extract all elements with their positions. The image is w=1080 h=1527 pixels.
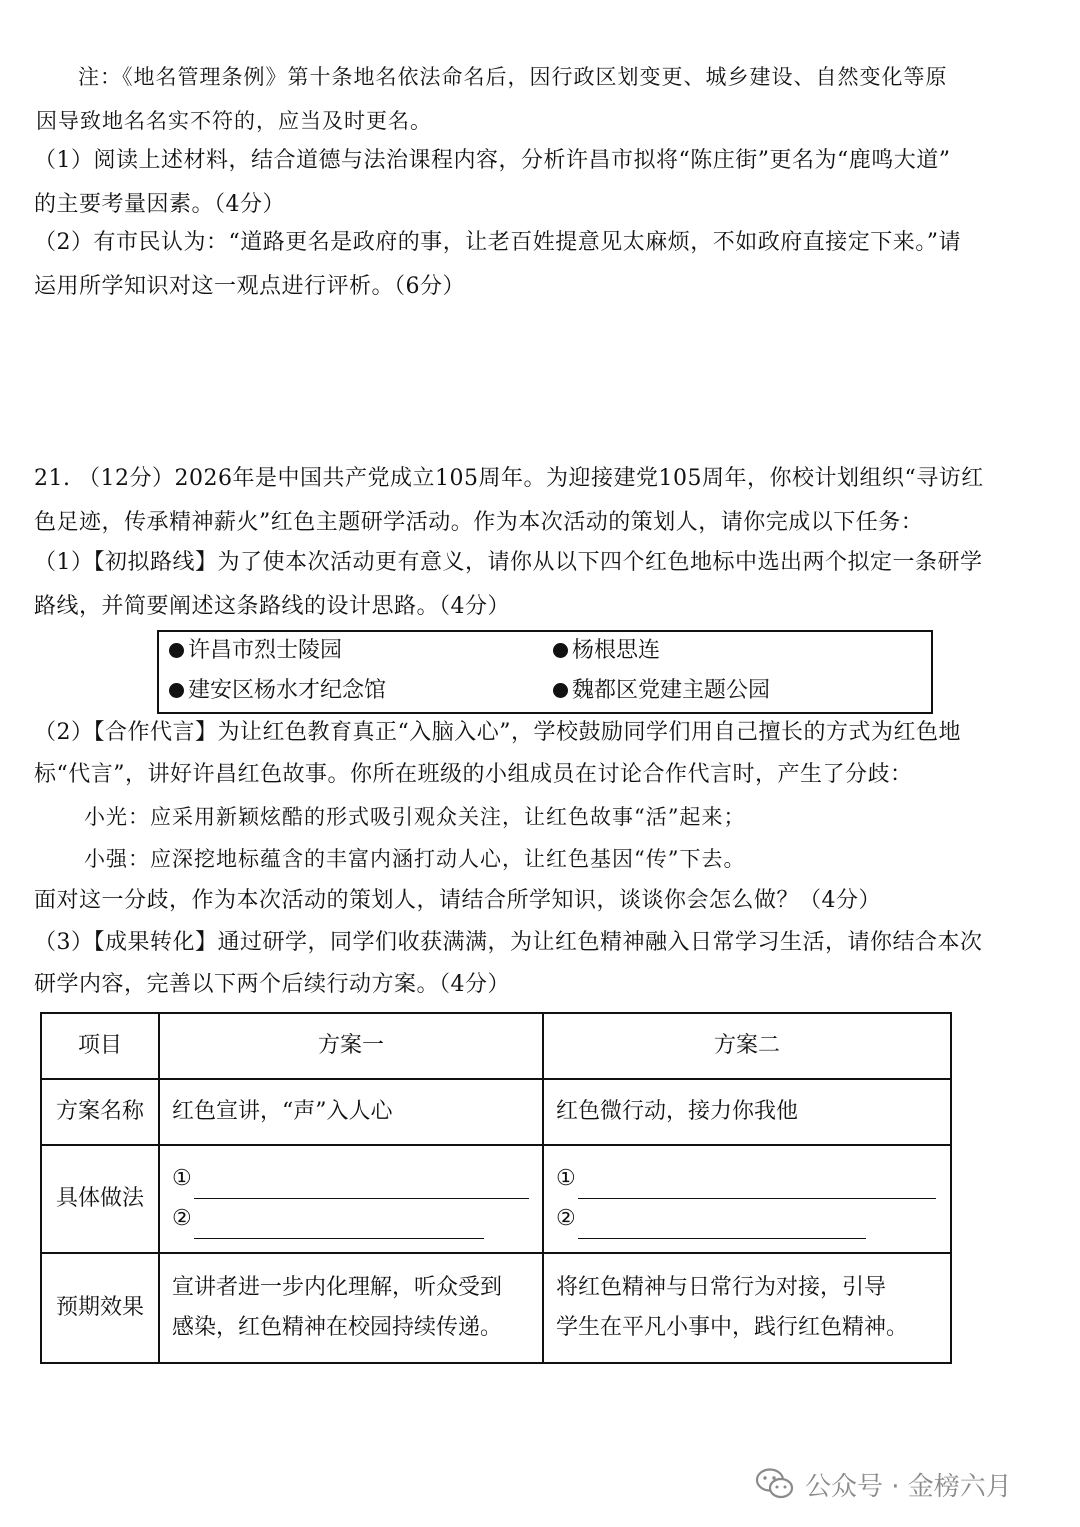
xiaoqiang-view: 小强：应深挖地标蕴含的丰富内涵打动人心，让红色基因“传”下去。	[84, 847, 746, 871]
q21-task1-line-2: 路线，并简要阐述这条路线的设计思路。（4分）	[34, 594, 510, 619]
landmark-label: 许昌市烈士陵园	[188, 638, 343, 663]
table-row-method	[41, 1145, 951, 1253]
answer-blank[interactable]	[578, 1170, 936, 1199]
watermark-text: 公众号 · 金榜六月	[805, 1471, 1012, 1502]
answer-blank-row	[556, 1159, 938, 1199]
q20-part1-line-2: 的主要考量因素。（4分）	[34, 192, 285, 217]
action-plan-table	[40, 1012, 952, 1364]
answer-blank[interactable]	[578, 1210, 866, 1239]
plan1-effect-line-2: 感染，红色精神在校园持续传递。	[172, 1315, 503, 1340]
answer-blank[interactable]	[194, 1170, 529, 1199]
plan1-effect-cell	[159, 1253, 543, 1363]
row-label-plan-name: 方案名称	[41, 1079, 159, 1145]
landmark-label: 杨根思连	[572, 638, 661, 663]
landmark-item	[553, 636, 660, 666]
circle-number: ①	[172, 1166, 192, 1191]
bullet-icon	[169, 643, 184, 658]
note-line-2: 因导致地名名实不符的，应当及时更名。	[36, 109, 432, 133]
circle-number: ②	[172, 1206, 192, 1231]
note-line-1: 注：《地名管理条例》第十条地名依法命名后，因行政区划变更、城乡建设、自然变化等原	[78, 65, 948, 89]
q21-intro-line-2: 色足迹，传承精神薪火”红色主题研学活动。作为本次活动的策划人，请你完成以下任务：	[34, 510, 924, 535]
answer-blank-row	[172, 1159, 530, 1199]
circle-number: ②	[556, 1206, 576, 1231]
answer-blank-row	[172, 1199, 530, 1239]
table-row-plan-name	[41, 1079, 951, 1145]
table-header-row	[41, 1013, 951, 1079]
q21-task2-line-2: 标“代言”，讲好许昌红色故事。你所在班级的小组成员在讨论合作代言时，产生了分歧：	[34, 762, 913, 787]
xiaoguang-view: 小光：应采用新颖炫酷的形式吸引观众关注，让红色故事“活”起来；	[84, 805, 746, 829]
plan1-method-cell	[159, 1145, 543, 1253]
q20-part2-line-1: （2）有市民认为：“道路更名是政府的事，让老百姓提意见太麻烦，不如政府直接定下来。”请	[34, 230, 961, 255]
plan2-effect-line-2: 学生在平凡小事中，践行红色精神。	[556, 1315, 909, 1340]
q20-part2-line-2: 运用所学知识对这一观点进行评析。（6分）	[34, 274, 465, 299]
header-cell-item: 项目	[41, 1013, 159, 1079]
plan1-effect-line-1: 宣讲者进一步内化理解，听众受到	[172, 1275, 503, 1300]
wechat-icon	[755, 1467, 795, 1501]
landmark-label: 建安区杨水才纪念馆	[188, 678, 387, 703]
landmark-box	[157, 630, 933, 714]
header-cell-plan1: 方案一	[159, 1013, 543, 1079]
row-label-effect: 预期效果	[41, 1253, 159, 1363]
q21-task1-line-1: （1）【初拟路线】为了使本次活动更有意义，请你从以下四个红色地标中选出两个拟定一条研学	[34, 550, 983, 575]
q21-intro-line-1: 21. （12分）2026年是中国共产党成立105周年。为迎接建党105周年，你校计划组织“寻访红	[34, 466, 984, 491]
landmark-label: 魏都区党建主题公园	[572, 678, 771, 703]
landmark-item	[169, 636, 342, 666]
answer-blank-row	[556, 1199, 938, 1239]
table-row-effect	[41, 1253, 951, 1363]
q20-part1-line-1: （1）阅读上述材料，结合道德与法治课程内容，分析许昌市拟将“陈庄街”更名为“鹿鸣大道”	[34, 148, 951, 173]
answer-blank[interactable]	[194, 1210, 484, 1239]
q21-task3-line-2: 研学内容，完善以下两个后续行动方案。（4分）	[34, 972, 510, 997]
header-cell-plan2: 方案二	[543, 1013, 951, 1079]
plan2-effect-line-1: 将红色精神与日常行为对接，引导	[556, 1275, 887, 1300]
plan2-method-cell	[543, 1145, 951, 1253]
plan2-name: 红色微行动，接力你我他	[543, 1079, 951, 1145]
landmark-item	[553, 676, 770, 706]
q21-task3-line-1: （3）【成果转化】通过研学，同学们收获满满，为让红色精神融入日常学习生活，请你结合本次	[34, 930, 983, 955]
bullet-icon	[553, 683, 568, 698]
plan2-effect-cell	[543, 1253, 951, 1363]
circle-number: ①	[556, 1166, 576, 1191]
landmark-item	[169, 676, 386, 706]
row-label-method: 具体做法	[41, 1145, 159, 1253]
q21-task2-line-3: 面对这一分歧，作为本次活动的策划人，请结合所学知识，谈谈你会怎么做？（4分）	[34, 888, 881, 913]
bullet-icon	[169, 683, 184, 698]
watermark	[755, 1462, 1012, 1506]
plan1-name: 红色宣讲，“声”入人心	[159, 1079, 543, 1145]
q21-task2-line-1: （2）【合作代言】为让红色教育真正“入脑入心”，学校鼓励同学们用自己擅长的方式为红色地	[34, 720, 961, 745]
bullet-icon	[553, 643, 568, 658]
